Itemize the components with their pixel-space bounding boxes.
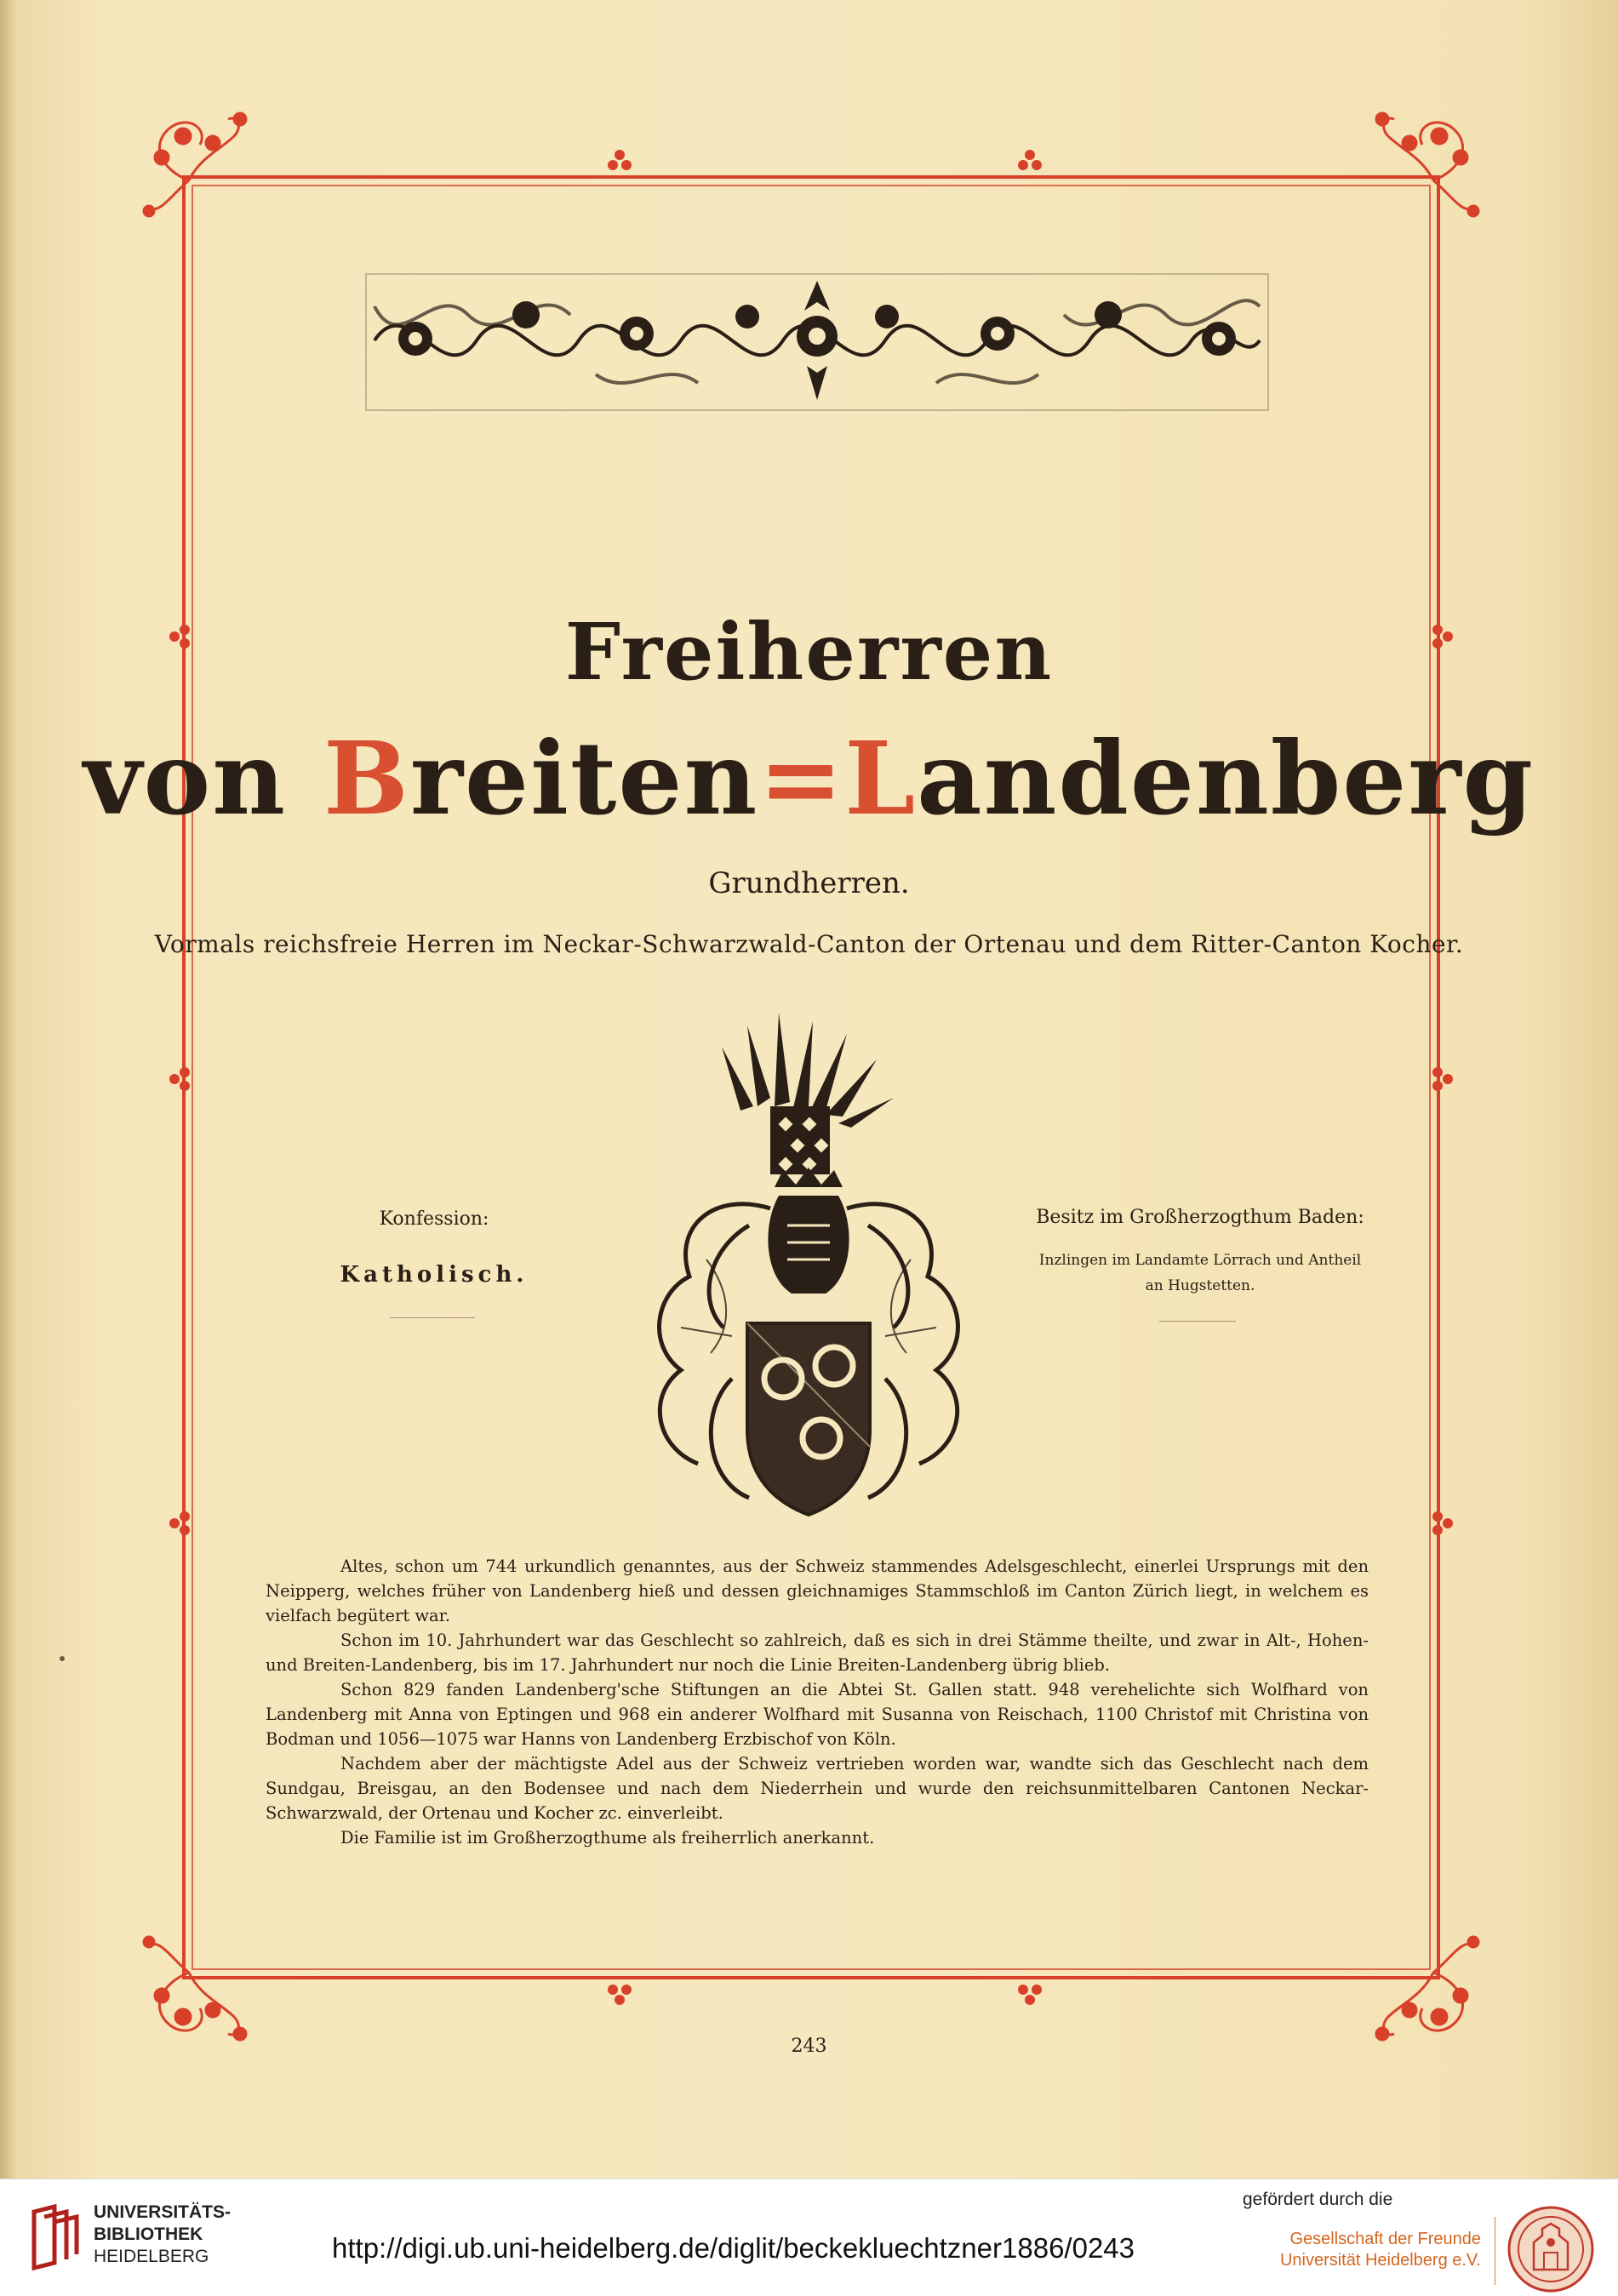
- university-seal-icon: [1507, 2205, 1595, 2293]
- title-hyphen: =: [758, 719, 845, 837]
- paragraph: Schon im 10. Jahrhundert war das Geschlecht so zahlreich, daß es sich in drei Stämme theilte, und zwar in Alt-, Hohen- und Breiten-Landenberg, bis im 17. Jahrhundert nur noch die Linie Breiten-Landenberg übrig blieb.: [266, 1631, 1369, 1675]
- confession-value: Katholisch.: [340, 1262, 529, 1288]
- paragraph: Die Familie ist im Großherzogthume als freiherrlich anerkannt.: [340, 1828, 875, 1848]
- former-status-line: Vormals reichsfreie Herren im Neckar-Schwarzwald-Canton der Ortenau und dem Ritter-Canton Kocher.: [154, 930, 1464, 958]
- title-landenberg: andenberg: [917, 719, 1535, 837]
- paragraph: Schon 829 fanden Landenberg'sche Stiftungen an die Abtei St. Gallen statt. 948 verehelichte sich Wolfhard von Landenberg mit Anna von Eptingen und 968 ein anderer Wolfhard mit Susanna von Reischach, 1100 Christof mit Christina von Bodman und 1056—1075 war Hanns von Landenberg Erzbischof von Köln.: [266, 1680, 1369, 1749]
- library-name-line2: BIBLIOTHEK: [94, 2225, 203, 2244]
- title-freiherren: Freiherren: [564, 606, 1054, 698]
- corner-flourish-bottom-left: [144, 1937, 246, 2040]
- permalink-url[interactable]: http://digi.ub.uni-heidelberg.de/diglit/beckekluechtzner1886/0243: [332, 2232, 1135, 2264]
- title-family-name: [0, 719, 1618, 837]
- illuminated-initial-b: B: [323, 719, 410, 837]
- subtitle-grundherren: Grundherren.: [708, 866, 910, 900]
- margin-mark: [60, 1656, 65, 1661]
- page-number: 243: [791, 2036, 827, 2057]
- paragraph: Nachdem aber der mächtigste Adel aus der Schweiz vertrieben worden war, wandte sich das Geschlecht nach dem Sundgau, Breisgau, an den Bodensee und nach dem Niederrhein und wurde den reichsunmittelbaren Cantonen Neckar-Schwarzwald, der Ortenau und Kocher zc. einverleibt.: [266, 1754, 1369, 1823]
- title-breiten: reiten: [409, 719, 759, 837]
- confession-label: Konfession:: [379, 1208, 489, 1230]
- corner-flourish-top-right: [1376, 113, 1478, 216]
- sponsor-name-line1: Gesellschaft der Freunde: [1289, 2230, 1481, 2248]
- possession-label: Besitz im Großherzogthum Baden:: [1036, 1207, 1364, 1228]
- shield: [747, 1323, 870, 1515]
- possession-text: Inzlingen im Landamte Lörrach und Antheil an Hugstetten.: [1038, 1252, 1362, 1294]
- viewer-footer: [0, 2179, 1618, 2296]
- sponsor-name-line2: Universität Heidelberg e.V.: [1279, 2251, 1481, 2270]
- corner-flourish-bottom-right: [1376, 1937, 1478, 2040]
- sponsor-name: [1260, 2229, 1481, 2271]
- coat-of-arms: [660, 1013, 958, 1515]
- library-name-line1: UNIVERSITÄTS-: [94, 2202, 232, 2222]
- library-name: [94, 2202, 231, 2268]
- paragraph: Altes, schon um 744 urkundlich genanntes, aus der Schweiz stammendes Adelsgeschlecht, einerlei Ursprungs mit den Neipperg, welches früher von Landenberg hieß und dessen gleichnamiges Stammschloß im Canton Zürich liegt, in welchem es vielfach begütert war.: [266, 1556, 1369, 1625]
- library-logo-icon: [29, 2203, 82, 2273]
- ornamental-header-band: [366, 274, 1268, 410]
- right-divider: [1159, 1321, 1236, 1322]
- library-name-line3: HEIDELBERG: [94, 2247, 209, 2266]
- corner-flourish-top-left: [144, 113, 246, 216]
- illuminated-initial-l: L: [844, 719, 918, 837]
- sponsor-label: gefördert durch die: [1243, 2190, 1393, 2209]
- title-von: von: [83, 719, 324, 837]
- body-text: [266, 1554, 1369, 1850]
- left-divider: [390, 1317, 475, 1318]
